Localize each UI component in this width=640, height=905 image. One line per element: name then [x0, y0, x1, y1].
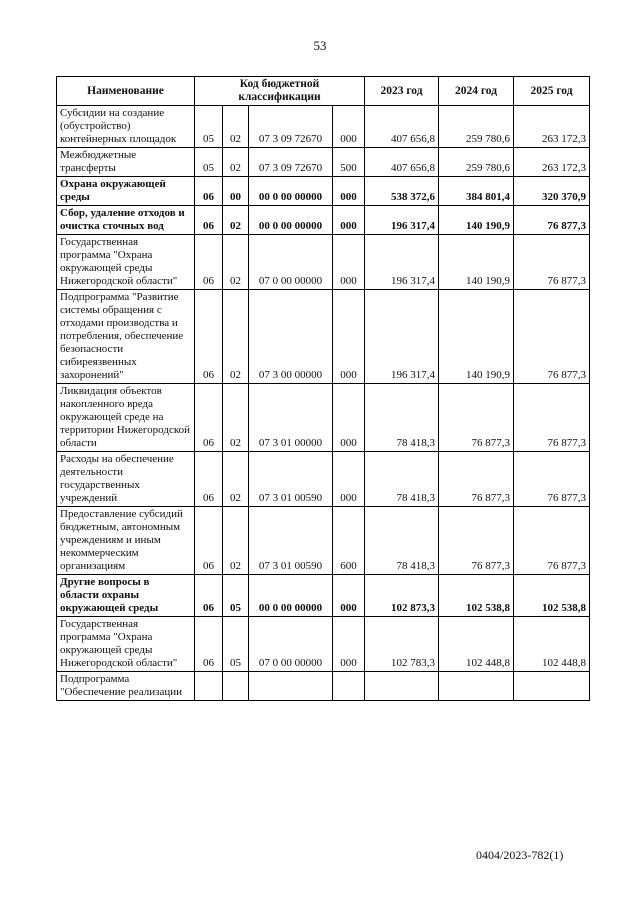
cell-subsection: 05: [223, 617, 249, 672]
table-row: [57, 106, 590, 148]
cell-target-article: 07 3 01 00000: [249, 384, 333, 452]
cell-2023: 196 317,4: [365, 290, 439, 384]
header-2024: 2024 год: [439, 77, 514, 106]
cell-2025: [514, 672, 590, 701]
header-2025: 2025 год: [514, 77, 590, 106]
cell-expense-type: 000: [333, 290, 365, 384]
cell-section: 05: [195, 106, 223, 148]
cell-2024: 76 877,3: [439, 507, 514, 575]
document-code: 0404/2023-782(1): [476, 848, 564, 862]
cell-2024: 140 190,9: [439, 235, 514, 290]
cell-section: 06: [195, 235, 223, 290]
cell-2024: 259 780,6: [439, 106, 514, 148]
cell-name: Охрана окружающей среды: [57, 177, 195, 206]
header-row: [57, 77, 590, 106]
cell-2024: 76 877,3: [439, 452, 514, 507]
cell-2023: 102 783,3: [365, 617, 439, 672]
table-row: [57, 290, 590, 384]
cell-2023: 538 372,6: [365, 177, 439, 206]
cell-2023: 196 317,4: [365, 206, 439, 235]
cell-subsection: 02: [223, 452, 249, 507]
cell-section: 06: [195, 384, 223, 452]
cell-subsection: 02: [223, 384, 249, 452]
cell-2025: 76 877,3: [514, 290, 590, 384]
table-row: [57, 672, 590, 701]
table-row: [57, 235, 590, 290]
cell-2025: 76 877,3: [514, 452, 590, 507]
table-row: [57, 617, 590, 672]
cell-section: 05: [195, 148, 223, 177]
header-code: Код бюджетной классификации: [195, 77, 365, 106]
cell-subsection: 02: [223, 206, 249, 235]
cell-expense-type: 500: [333, 148, 365, 177]
table-row: [57, 177, 590, 206]
cell-name: Подпрограмма "Обеспечение реализации: [57, 672, 195, 701]
cell-2024: 259 780,6: [439, 148, 514, 177]
cell-target-article: 00 0 00 00000: [249, 575, 333, 617]
cell-target-article: 07 3 01 00590: [249, 452, 333, 507]
cell-target-article: [249, 672, 333, 701]
cell-expense-type: 000: [333, 384, 365, 452]
page-number: 53: [313, 38, 327, 53]
cell-expense-type: 000: [333, 206, 365, 235]
cell-target-article: 07 3 01 00590: [249, 507, 333, 575]
cell-name: Межбюджетные трансферты: [57, 148, 195, 177]
cell-2025: 76 877,3: [514, 384, 590, 452]
cell-name: Государственная программа "Охрана окружающей среды Нижегородской области": [57, 235, 195, 290]
cell-name: Расходы на обеспечение деятельности государственных учреждений: [57, 452, 195, 507]
cell-section: 06: [195, 575, 223, 617]
cell-expense-type: [333, 672, 365, 701]
cell-section: 06: [195, 452, 223, 507]
cell-subsection: 02: [223, 507, 249, 575]
cell-section: 06: [195, 206, 223, 235]
cell-2025: 320 370,9: [514, 177, 590, 206]
cell-2024: [439, 672, 514, 701]
cell-2025: 102 448,8: [514, 617, 590, 672]
cell-2024: 102 448,8: [439, 617, 514, 672]
budget-table: [56, 76, 590, 701]
cell-name: Государственная программа "Охрана окружающей среды Нижегородской области": [57, 617, 195, 672]
cell-target-article: 07 0 00 00000: [249, 235, 333, 290]
cell-subsection: 05: [223, 575, 249, 617]
cell-subsection: 00: [223, 177, 249, 206]
cell-name: Другие вопросы в области охраны окружающей среды: [57, 575, 195, 617]
cell-2024: 76 877,3: [439, 384, 514, 452]
cell-2024: 384 801,4: [439, 177, 514, 206]
table-row: [57, 206, 590, 235]
table-row: [57, 384, 590, 452]
header-2023: 2023 год: [365, 77, 439, 106]
cell-name: Сбор, удаление отходов и очистка сточных вод: [57, 206, 195, 235]
cell-target-article: 00 0 00 00000: [249, 177, 333, 206]
cell-target-article: 07 0 00 00000: [249, 617, 333, 672]
cell-expense-type: 000: [333, 452, 365, 507]
cell-subsection: 02: [223, 106, 249, 148]
cell-subsection: 02: [223, 148, 249, 177]
table-row: [57, 452, 590, 507]
cell-2023: 102 873,3: [365, 575, 439, 617]
cell-expense-type: 600: [333, 507, 365, 575]
cell-2023: 78 418,3: [365, 452, 439, 507]
cell-section: 06: [195, 177, 223, 206]
table-row: [57, 575, 590, 617]
cell-target-article: 07 3 09 72670: [249, 106, 333, 148]
cell-2023: 407 656,8: [365, 148, 439, 177]
cell-2023: 407 656,8: [365, 106, 439, 148]
cell-subsection: 02: [223, 235, 249, 290]
cell-2025: 263 172,3: [514, 106, 590, 148]
cell-subsection: 02: [223, 290, 249, 384]
cell-2023: 78 418,3: [365, 384, 439, 452]
table-body: [57, 106, 590, 701]
cell-2024: 102 538,8: [439, 575, 514, 617]
cell-target-article: 00 0 00 00000: [249, 206, 333, 235]
table-row: [57, 507, 590, 575]
cell-subsection: [223, 672, 249, 701]
cell-section: [195, 672, 223, 701]
cell-expense-type: 000: [333, 235, 365, 290]
cell-2023: 78 418,3: [365, 507, 439, 575]
cell-target-article: 07 3 00 00000: [249, 290, 333, 384]
cell-section: 06: [195, 290, 223, 384]
cell-section: 06: [195, 617, 223, 672]
cell-name: Ликвидация объектов накопленного вреда окружающей среде на территории Нижегородской области: [57, 384, 195, 452]
cell-expense-type: 000: [333, 575, 365, 617]
cell-2025: 263 172,3: [514, 148, 590, 177]
cell-2023: [365, 672, 439, 701]
cell-2025: 76 877,3: [514, 206, 590, 235]
cell-name: Предоставление субсидий бюджетным, автономным учреждениям и иным некоммерческим организациям: [57, 507, 195, 575]
cell-name: Подпрограмма "Развитие системы обращения с отходами производства и потребления, обеспечение безопасности сибиреязвенных захоронений": [57, 290, 195, 384]
cell-2025: 76 877,3: [514, 507, 590, 575]
cell-name: Субсидии на создание (обустройство) контейнерных площадок: [57, 106, 195, 148]
header-name: Наименование: [57, 77, 195, 106]
cell-2025: 76 877,3: [514, 235, 590, 290]
cell-2023: 196 317,4: [365, 235, 439, 290]
cell-target-article: 07 3 09 72670: [249, 148, 333, 177]
cell-expense-type: 000: [333, 106, 365, 148]
cell-2025: 102 538,8: [514, 575, 590, 617]
cell-expense-type: 000: [333, 617, 365, 672]
table-row: [57, 148, 590, 177]
cell-2024: 140 190,9: [439, 290, 514, 384]
cell-section: 06: [195, 507, 223, 575]
cell-expense-type: 000: [333, 177, 365, 206]
cell-2024: 140 190,9: [439, 206, 514, 235]
